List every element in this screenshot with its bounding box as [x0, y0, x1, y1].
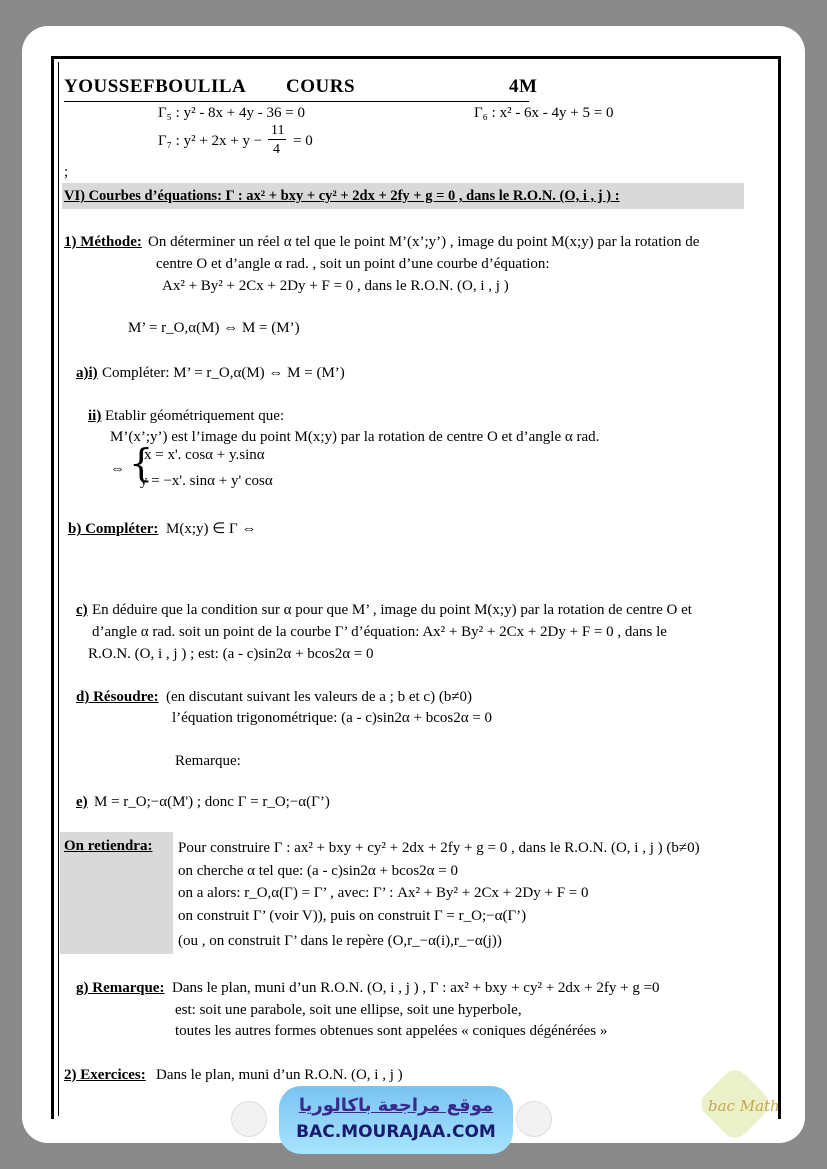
- left-logo-icon: [231, 1101, 267, 1137]
- exercices-label: 2) Exercices:: [64, 1067, 146, 1083]
- methode-line-4: M’ = r_O,α(M) ⇔ M = (M’): [128, 320, 300, 336]
- d-label: d) Résoudre:: [76, 689, 159, 705]
- aii-eq-1: x = x'. cosα + y.sinα: [144, 447, 265, 463]
- curve-g7-den: 4: [273, 142, 280, 157]
- g-line-3: toutes les autres formes obtenues sont appelées « coniques dégénérées »: [175, 1023, 608, 1039]
- curve-g7-right: = 0: [293, 133, 313, 149]
- ai-text: Compléter: M’ = r_O,α(M) ⇔ M = (M’): [102, 365, 345, 381]
- c-line-2: d’angle α rad. soit un point de la courbe Γ’ d’équation: Ax² + By² + 2Cx + 2Dy + F = 0 , dans le: [92, 624, 667, 640]
- e-label: e): [76, 794, 88, 810]
- aii-line-1: Etablir géométriquement que:: [105, 408, 285, 424]
- page-sheet: [22, 26, 805, 1143]
- g-line-1: Dans le plan, muni d’un R.O.N. (O, i , j ) , Γ : ax² + bxy + cy² + 2dx + 2fy + g =0: [172, 980, 660, 996]
- curve-g7-left: Γ₇ : y² + 2x + y −: [158, 133, 263, 149]
- b-text: M(x;y) ∈ Γ ⇔: [166, 521, 257, 537]
- methode-line-2: centre O et d’angle α rad. , soit un point d’une courbe d’équation:: [156, 256, 550, 272]
- aii-label: ii): [88, 408, 102, 424]
- system-brace: {: [129, 441, 154, 485]
- header-level: 4M: [509, 76, 538, 97]
- retiendra-line-5: (ou , on construit Γ’ dans le repère (O,r_−α(i),r_−α(j)): [178, 933, 502, 949]
- page-frame-inner: [58, 62, 773, 1116]
- retiendra-line-4: on construit Γ’ (voir V)), puis on construit Γ = r_O;−α(Γ’): [178, 908, 527, 924]
- retiendra-line-2: on cherche α tel que: (a - c)sin2α + bcos2α = 0: [178, 863, 458, 879]
- c-label: c): [76, 602, 88, 618]
- c-line-3: R.O.N. (O, i , j ) ; est: (a - c)sin2α + bcos2α = 0: [88, 646, 374, 662]
- g-line-2: est: soit une parabole, soit une ellipse, soit une hyperbole,: [175, 1002, 522, 1018]
- curve-g6: Γ₆ : x² - 6x - 4y + 5 = 0: [474, 105, 614, 121]
- d-line-2: l’équation trigonométrique: (a - c)sin2α + bcos2α = 0: [172, 710, 493, 726]
- d-line-1: (en discutant suivant les valeurs de a ; b et c) (b≠0): [166, 689, 473, 705]
- header-underline: [64, 101, 529, 102]
- methode-label: 1) Méthode:: [64, 234, 142, 250]
- retiendra-label: On retiendra:: [64, 838, 153, 854]
- ai-label: a)i): [76, 365, 98, 381]
- site-name-arabic: موقع مراجعة باكالوريا: [298, 1095, 494, 1116]
- fraction-bar: [268, 139, 286, 140]
- retiendra-line-3: on a alors: r_O,α(Γ) = Γ’ , avec: Γ’ : Ax² + By² + 2Cx + 2Dy + F = 0: [178, 885, 589, 901]
- curve-g5: Γ₅ : y² - 8x + 4y - 36 = 0: [158, 105, 305, 121]
- right-logo-icon: [516, 1101, 552, 1137]
- semicolon: ;: [64, 164, 69, 180]
- header-type: COURS: [286, 76, 356, 97]
- c-line-1: En déduire que la condition sur α pour que M’ , image du point M(x;y) par la rotation de centre O et: [92, 602, 692, 618]
- header-author: YOUSSEFBOULILA: [64, 76, 247, 97]
- exercices-text: Dans le plan, muni d’un R.O.N. (O, i , j ): [156, 1067, 403, 1083]
- methode-line-3: Ax² + By² + 2Cx + 2Dy + F = 0 , dans le R.O.N. (O, i , j ): [162, 278, 509, 294]
- e-text: M = r_O;−α(M') ; donc Γ = r_O;−α(Γ’): [94, 794, 330, 810]
- g-label: g) Remarque:: [76, 980, 165, 996]
- section-title: VI) Courbes d’équations: Γ : ax² + bxy + cy² + 2dx + 2fy + g = 0 , dans le R.O.N. (O, i , j ) :: [64, 188, 620, 204]
- site-url[interactable]: BAC.MOURAJAA.COM: [296, 1122, 496, 1142]
- b-label: b) Compléter:: [68, 521, 159, 537]
- curve-g7-num: 11: [271, 123, 285, 138]
- retiendra-line-1: Pour construire Γ : ax² + bxy + cy² + 2dx + 2fy + g = 0 , dans le R.O.N. (O, i , j ) (b≠0): [178, 840, 700, 856]
- methode-line-1: On déterminer un réel α tel que le point M’(x’;y’) , image du point M(x;y) par la rotation de: [148, 234, 700, 250]
- aii-line-2: M’(x’;y’) est l’image du point M(x;y) par la rotation de centre O et d’angle α rad.: [110, 429, 600, 445]
- aii-equiv: ⇔: [110, 461, 125, 477]
- bac-math-logo-text: bac Math: [708, 1097, 780, 1115]
- site-badge[interactable]: [279, 1086, 513, 1154]
- aii-eq-2: y = −x'. sinα + y' cosα: [140, 473, 273, 489]
- d-line-3: Remarque:: [175, 753, 241, 769]
